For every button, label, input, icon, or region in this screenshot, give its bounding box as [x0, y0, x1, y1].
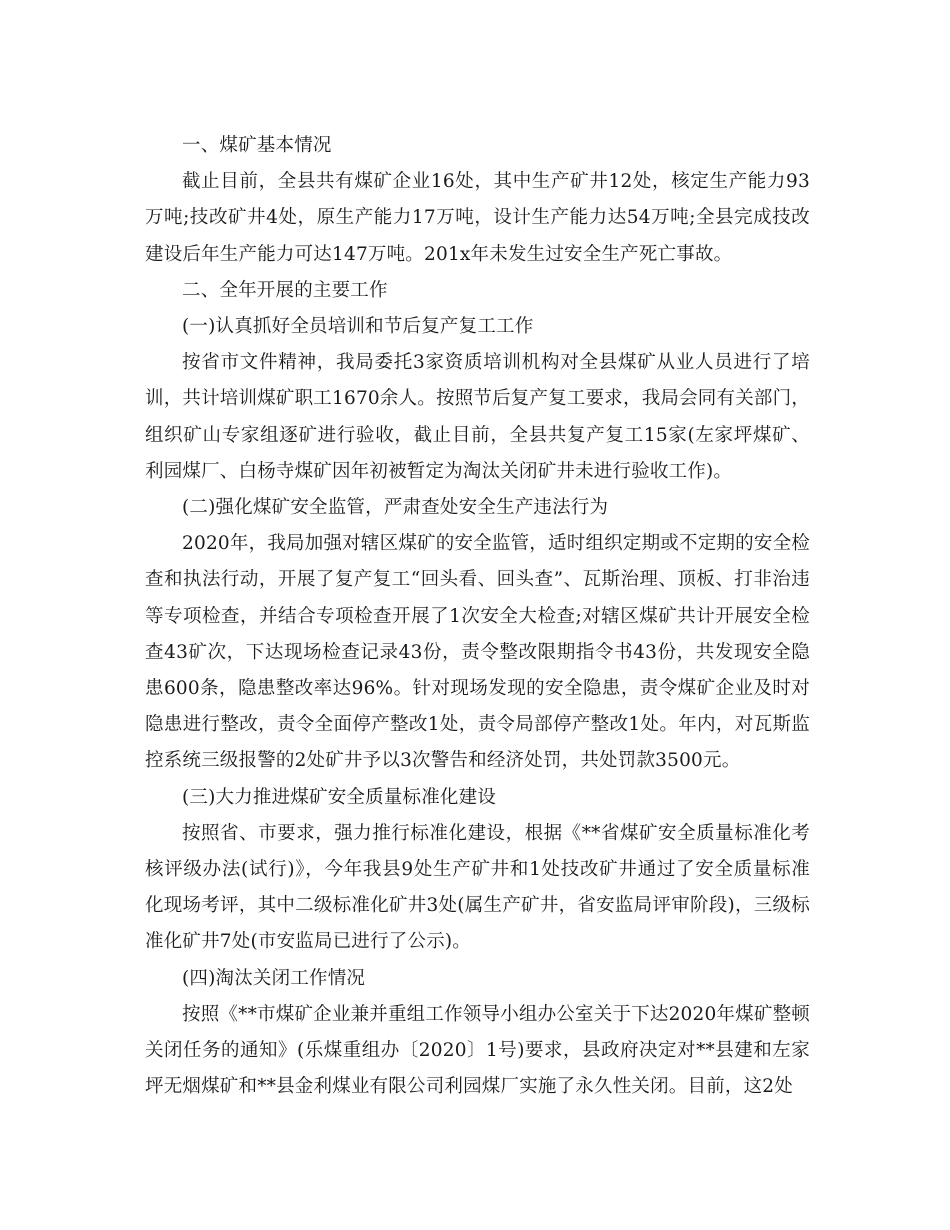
paragraph-closure: 按照《**市煤矿企业兼并重组工作领导小组办公室关于下达2020年煤矿整顿关闭任务的通知》(乐煤重组办〔2020〕1号)要求，县政府决定对**县建和左家坪无烟煤矿和**县金利煤业有限公司利园煤厂实施了永久性关闭。目前，这2处 — [145, 1003, 810, 1098]
subheading-supervision: (二)强化煤矿安全监管，严肃查处安全生产违法行为 — [182, 497, 609, 519]
paragraph-standardization: 按照省、市要求，强力推行标准化建设，根据《**省煤矿安全质量标准化考核评级办法(试行)》，今年我县9处生产矿井和1处技改矿井通过了安全质量标准化现场考评，其中二级标准化矿井3处(属生产矿井，省安监局评审阶段)，三级标准化矿井7处(市安监局已进行了公示)。 — [145, 822, 810, 953]
section-heading-basic-situation: 一、煤矿基本情况 — [182, 135, 332, 156]
paragraph-supervision: 2020年，我局加强对辖区煤矿的安全监管，适时组织定期或不定期的安全检查和执法行动，开展了复产复工“回头看、回头查”、瓦斯治理、顶板、打非治违等专项检查，并结合专项检查开展了1次安全大检查;对辖区煤矿共计开展安全检查43矿次，下达现场检查记录43份，责令整改限期指令书43份，共发现安全隐患600条，隐患整改率达96%。针对现场发现的安全隐患，责令煤矿企业及时对隐患进行整改，责令全面停产整改1处，责令局部停产整改1处。年内，对瓦斯监控系统三级报警的2处矿井予以3次警告和经济处罚，共处罚款3500元。 — [145, 533, 810, 772]
paragraph-basic-situation: 截止目前，全县共有煤矿企业16处，其中生产矿井12处，核定生产能力93万吨;技改矿井4处，原生产能力17万吨，设计生产能力达54万吨;全县完成技改建设后年生产能力可达147万吨。201x年未发生过安全生产死亡事故。 — [145, 171, 810, 265]
paragraph-training: 按省市文件精神，我局委托3家资质培训机构对全县煤矿从业人员进行了培训，共计培训煤矿职工1670余人。按照节后复产复工要求，我局会同有关部门，组织矿山专家组逐矿进行验收，截止目前，全县共复产复工15家(左家坪煤矿、利园煤厂、白杨寺煤矿因年初被暂定为淘汰关闭矿井未进行验收工作)。 — [145, 352, 810, 482]
subheading-training: (一)认真抓好全员培训和节后复产复工工作 — [182, 316, 534, 338]
document-body — [145, 128, 810, 1105]
subheading-standardization: (三)大力推进煤矿安全质量标准化建设 — [182, 786, 497, 808]
subheading-closure: (四)淘汰关闭工作情况 — [182, 967, 366, 989]
section-heading-main-work: 二、全年开展的主要工作 — [182, 279, 388, 301]
